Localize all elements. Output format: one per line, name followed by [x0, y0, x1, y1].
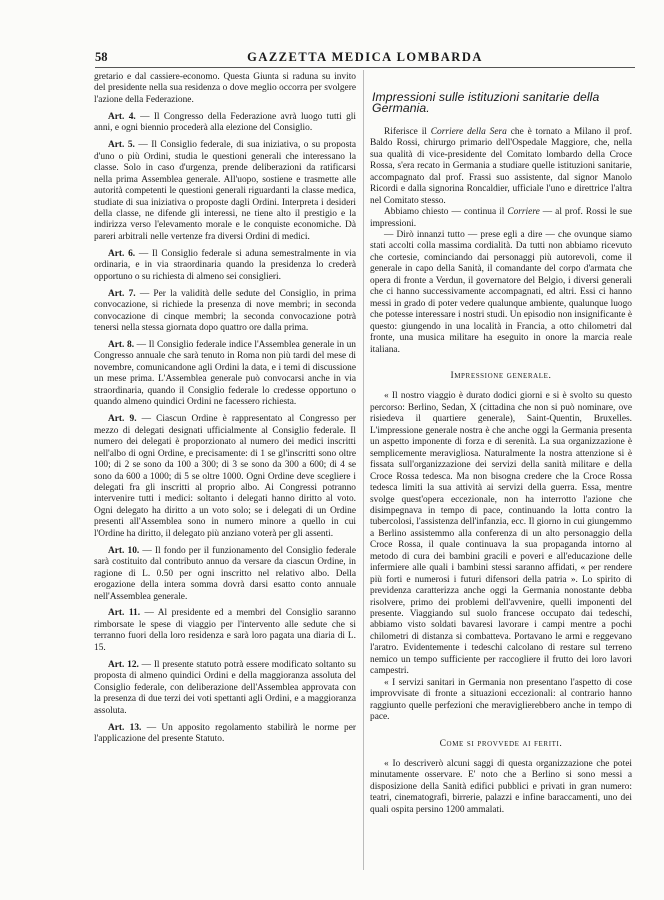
article-number: Art. 13. [108, 722, 142, 733]
paragraph-text: — Per la validità delle sedute del Consiglio, in prima convocazione, si richiede la presenza di nove membri; in seconda convocazione di cinque membri; la seconda convocazione potrà tenersi nella stessa giornata dopo quattro ore dalla prima. [94, 288, 356, 334]
paragraph-text: — Il fondo per il funzionamento del Consiglio federale sarà costituito dal contributo annuo da versare da ciascun Ordine, in ragione di L. 0.50 per ogni inscritto nel relativo albo. Della erogazione della intera somma dovrà darsi esatto conto annuale nell'Assemblea generale. [94, 545, 357, 602]
page-number: 58 [95, 50, 108, 64]
paragraph-text: — Il presente statuto potrà essere modificato soltanto su proposta di almeno quindici Ordini e della maggioranza assoluta del Consiglio federale, con deliberazione dell'Assemblea approvata con la presenza di due terzi dei voti spettanti agli Ordini, e a maggioranza assoluta. [94, 659, 356, 716]
paragraph-text: che è tornato a Milano il prof. Baldo Rossi, chirurgo primario dell'Ospedale Maggiore, che, nella sua qualità di vice-presidente del Comitato lombardo della Croce Rossa, s'era recato in Germania a studiare quelle istituzioni sanitarie, accompagnato dal prof. Frassi suo assistente, dal signor Manolo Ricordi e dalla signorina Roncaldier, ufficiale l'uno e direttrice l'altra nel Comitato stesso. [370, 126, 632, 206]
section-body [370, 759, 632, 816]
intro-paragraph [370, 207, 632, 230]
paragraph-text: — Dirò innanzi tutto — prese egli a dire — che ovunque siamo stati accolti colla massima cordialità. Da tutti non abbiamo ricevuto che cortesie, cominciando dai personaggi più autorevoli, come il generale in capo della Sanità, il comandante del corpo d'armata che opera di fronte a Verdun, il governatore del Belgio, i diversi generali che ci hanno successivamente accompagnati, ed altri. Essi ci hanno messi in grado di poter vedere qualunque ambiente, qualunque luogo che potesse interessare i nostri studi. Un episodio non insignificante è questo: giungendo in una località in Francia, a otto chilometri dal fronte, una musica militare ha eseguito in onore la marcia reale italiana. [370, 229, 632, 355]
paragraph-text: Abbiamo chiesto — continua il [384, 207, 508, 218]
paragraph-text: — Il Consiglio federale, di sua iniziativa, o su proposta d'uno o più Ordini, studia le questioni generali che interessano la classe. Solo in caso d'urgenza, prende deliberazioni da ratificarsi nella prima Assemblea generale. All'uopo, sostiene e trasmette alle autorità competenti le questioni generali riguardanti la classe medica, studiate di sua iniziativa o proposte dagli Ordini. Interpreta i desideri della classe, ne difende gli interessi, ne tiene alto il prestigio e la indirizza verso l'elevamento morale e le conquiste economiche. Dà pareri arbitrali nelle vertenze fra diversi Ordini di medici. [94, 140, 356, 242]
statute-paragraph [94, 546, 356, 603]
column-divider [363, 70, 364, 870]
article-number: Art. 5. [108, 140, 135, 151]
running-title: GAZZETTA MEDICA LOMBARDA [247, 50, 483, 64]
newspaper-name: Corriere [507, 207, 540, 218]
header-rule [95, 67, 635, 68]
statute-paragraph [94, 608, 356, 654]
paragraph-text: gretario e dal cassiere-economo. Questa Giunta si raduna su invito del presidente nella sua residenza o dove meglio occorra per svolgere l'azione della Federazione. [94, 72, 356, 105]
statute-paragraph [94, 112, 356, 135]
statute-paragraph [94, 249, 356, 283]
section-body [370, 391, 632, 723]
paragraph-text: — Il Congresso della Federazione avrà luogo tutti gli anni, e ogni biennio procederà alla elezione del Consiglio. [94, 111, 356, 134]
paragraph-text: — Il Consiglio federale indice l'Assemblea generale in un Congresso annuale che sarà tenuto in Roma non più tardi del mese di novembre, comunicandone agli Ordini la data, e i temi di discussione un mese prima. L'Assemblea generale può convocarsi anche in via straordinaria, quando il Consiglio federale lo credesse opportuno o quando almeno quindici Ordini ne facessero richiesta. [94, 340, 356, 408]
section-paragraph: « Io descriverò alcuni saggi di questa organizzazione che potei minutamente osservare. E' noto che a Berlino si sono messi a disposizione della Sanità edifici pubblici e privati in gran numero: teatri, cinematografi, birrerie, palazzi e infine baraccamenti, uno dei quali ospita persino 1200 ammalati. [370, 759, 632, 815]
statute-paragraph [94, 723, 356, 746]
paragraph-text: — Ciascun Ordine è rappresentato al Congresso per mezzo di delegati designati ufficialmente al Consiglio federale. Il numero dei delegati è proporzionato al numero dei medici inscritti nell'albo di ogni Ordine, e precisamente: di 1 se gl'inscritti sono oltre 100; di 2 se sono da 100 a 300; di 3 se sono da 300 a 600; di 4 se sono da 600 a 1000; di 5 se oltre 1000. Ogni Ordine deve scegliere i delegati fra gli inscritti al proprio albo. Ai Congressi potranno intervenire tutti i medici: soltanto i delegati hanno diritto al voto. Ogni delegato ha diritto a un voto solo; se i delegati di un Ordine presenti all'Assemblea sono in numero minore a quello in cui l'Ordine ha diritto, il delegato più anziano voterà per gli assenti. [94, 414, 356, 539]
statute-paragraph [94, 72, 356, 106]
article-number: Art. 10. [108, 545, 140, 556]
article-intro [370, 127, 632, 356]
paragraph-text: — Un apposito regolamento stabilirà le norme per l'applicazione del presente Statuto. [94, 722, 356, 745]
statute-paragraph [94, 140, 356, 243]
statute-paragraph [94, 660, 356, 717]
paragraph-text: — al prof. Rossi le sue impressioni. [370, 207, 632, 229]
paragraph-text: — Al presidente ed a membri del Consiglio saranno rimborsate le spese di viaggio per l'intervento alle sedute che si terranno fuori della loro residenza e sarà loro pagata una diaria di L. 15. [94, 608, 356, 653]
article-number: Art. 7. [108, 288, 136, 299]
left-column [94, 72, 356, 751]
article-number: Art. 8. [108, 340, 135, 351]
section-heading: Come si provvede ai feriti. [439, 737, 563, 749]
page-header [95, 50, 635, 66]
intro-paragraph [370, 127, 632, 207]
paragraph-text: Riferisce il [384, 126, 431, 137]
statute-paragraph [94, 340, 356, 409]
article-number: Art. 9. [108, 414, 137, 425]
right-column [370, 84, 632, 816]
intro-paragraph [370, 230, 632, 356]
article-number: Art. 4. [108, 111, 136, 122]
article-number: Art. 11. [108, 608, 141, 619]
section-heading: Impressione generale. [450, 369, 552, 381]
statute-paragraph [94, 414, 356, 540]
article-number: Art. 6. [108, 248, 136, 259]
newspaper-name: Corriere della Sera [430, 126, 507, 137]
section-paragraph: « Il nostro viaggio è durato dodici giorni e si è svolto su questo percorso: Berlino, Sedan, X (cittadina che non si può nominare, ove risiedeva il quartiere generale), Saint-Quentin, Bruxelles. L'impressione generale nostra è che anche oggi la Germania presenta un aspetto imponente di forza e di serenità. La sua organizzazione è semplicemente meravigliosa. Naturalmente la nostra attenzione si è fissata sull'organizzazione dei servizi della sanità militare e della Croce Rossa tedesca. Ma non bisogna credere che la Croce Rossa tedesca limiti la sua attività ai servizi della guerra. Essa, mentre svolge quest'opera eccezionale, non ha interrotto l'azione che disimpegnava in tempo di pace, continuando la lotta contro la tubercolosi, l'assistenza dell'infanzia, ecc. Il giorno in cui giungemmo a Berlino assistemmo alla conferenza di un alto personaggio della Croce Rossa, il quale continuava la sua propaganda intorno al metodo di cura dei bambini gracili e poveri e all'educazione delle infermiere alle quali i bambini stessi saranno affidati, « per rendere più forti e numerosi i futuri difensori della patria ». Lo spirito di previdenza caratterizza anche oggi la Germania nonostante debba risolvere, primo dei problemi dell'avvenire, quelli imponenti del presente. Viaggiando sul suolo francese occupato dai tedeschi, abbiamo visto soldati bavaresi lavorare i campi mentre a pochi chilometri di distanza si combatteva. Portavano le armi e reggevano l'aratro. Evidentemente i tedeschi calcolano di restare sul terreno nemico un tempo sufficiente per raccogliere il frutto dei loro lavori campestri. [370, 391, 632, 677]
paragraph-text: — Il Consiglio federale si aduna semestralmente in via ordinaria, e in via straordinaria quando la presidenza lo crederà opportuno o su richiesta di almeno sei consiglieri. [94, 248, 356, 282]
article-number: Art. 12. [108, 659, 139, 670]
article-title: Impressioni sulle istituzioni sanitarie della Germania. [372, 90, 600, 116]
section-paragraph: « I servizi sanitari in Germania non presentano l'aspetto di cose improvvisate di fronte a situazioni eccezionali: al contrario hanno raggiunto quelle perfezioni che meraviglierebbero anche in tempo di pace. [370, 677, 632, 723]
statute-paragraph [94, 289, 356, 335]
